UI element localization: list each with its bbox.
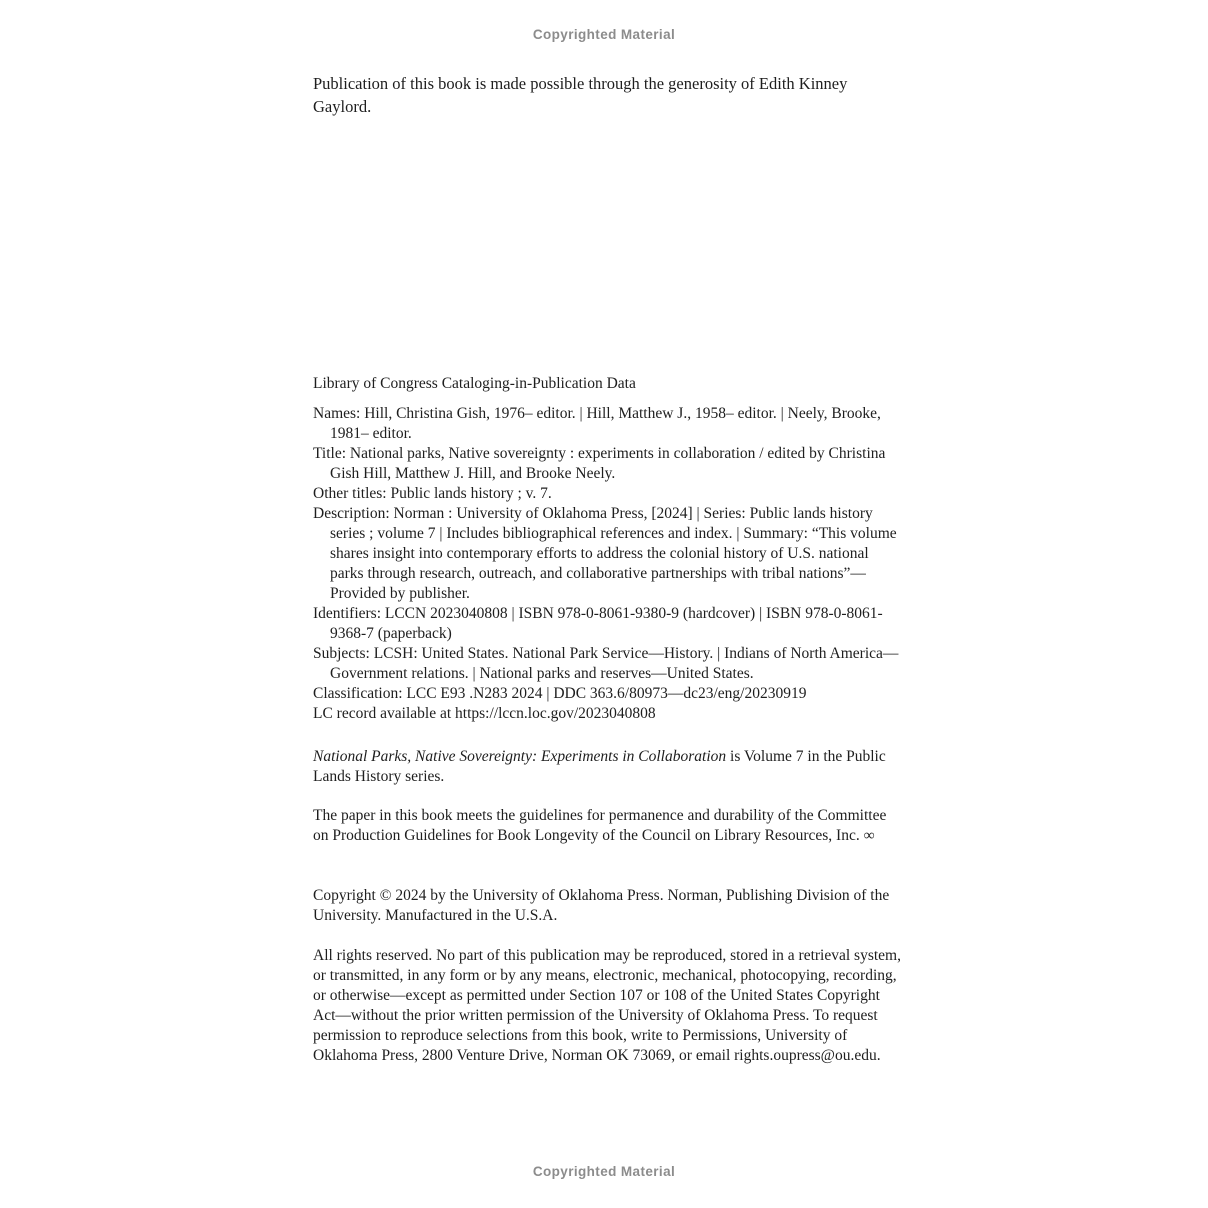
series-note — [313, 747, 901, 787]
cip-heading: Library of Congress Cataloging-in-Publication Data — [313, 375, 636, 392]
cip-entry-other-titles: Other titles: Public lands history ; v. 7. — [313, 485, 552, 502]
copyrighted-material-watermark-bottom: Copyrighted Material — [532, 1164, 676, 1179]
rights-reserved-notice: All rights reserved. No part of this publication may be reproduced, stored in a retrieval system, or transmitted, in any form or by any means, electronic, mechanical, photocopying, recording, or otherwise—except as permitted under Section 107 or 108 of the United States Copyright Act—without the prior written permission of the University of Oklahoma Press. To request permission to reproduce selections from this book, write to Permissions, University of Oklahoma Press, 2800 Venture Drive, Norman OK 73069, or email rights.oupress@ou.edu. — [313, 947, 901, 1064]
paper-permanence-note: The paper in this book meets the guidelines for permanence and durability of the Committee on Production Guidelines for Book Longevity of the Council on Library Resources, Inc. ∞ — [313, 807, 887, 844]
cip-entry-lc-record: LC record available at https://lccn.loc.gov/2023040808 — [313, 705, 656, 722]
cip-entry-subjects: Subjects: LCSH: United States. National Park Service—History. | Indians of North America—Government relations. | National parks and reserves—United States. — [313, 645, 899, 682]
cip-entry-description: Description: Norman : University of Oklahoma Press, [2024] | Series: Public lands history series ; volume 7 | Includes bibliographical references and index. | Summary: “This volume shares insight into contemporary efforts to address the colonial history of U.S. national parks through research, outreach, and collaborative partnerships with tribal nations”—Provided by publisher. — [313, 505, 897, 602]
series-note-book-title: National Parks, Native Sovereignty: Experiments in Collaboration — [313, 748, 727, 765]
cip-entry-names: Names: Hill, Christina Gish, 1976– editor. | Hill, Matthew J., 1958– editor. | Neely, Brooke, 1981– editor. — [313, 405, 881, 442]
series-note-rest: is Volume 7 in the Public Lands History series. — [313, 748, 886, 785]
cip-entry-title: Title: National parks, Native sovereignty : experiments in collaboration / edited by Christina Gish Hill, Matthew J. Hill, and Brooke Neely. — [313, 445, 886, 482]
cip-entry-identifiers: Identifiers: LCCN 2023040808 | ISBN 978-0-8061-9380-9 (hardcover) | ISBN 978-0-8061-9368-7 (paperback) — [313, 605, 883, 642]
cip-entry-classification: Classification: LCC E93 .N283 2024 | DDC 363.6/80973—dc23/eng/20230919 — [313, 685, 807, 702]
funder-acknowledgment: Publication of this book is made possible through the generosity of Edith Kinney Gaylord. — [313, 74, 848, 116]
cip-block — [313, 374, 905, 724]
copyrighted-material-watermark-top: Copyrighted Material — [532, 27, 676, 42]
cip-entries — [313, 404, 905, 724]
copyright-notice: Copyright © 2024 by the University of Oklahoma Press. Norman, Publishing Division of the University. Manufactured in the U.S.A. — [313, 887, 890, 924]
